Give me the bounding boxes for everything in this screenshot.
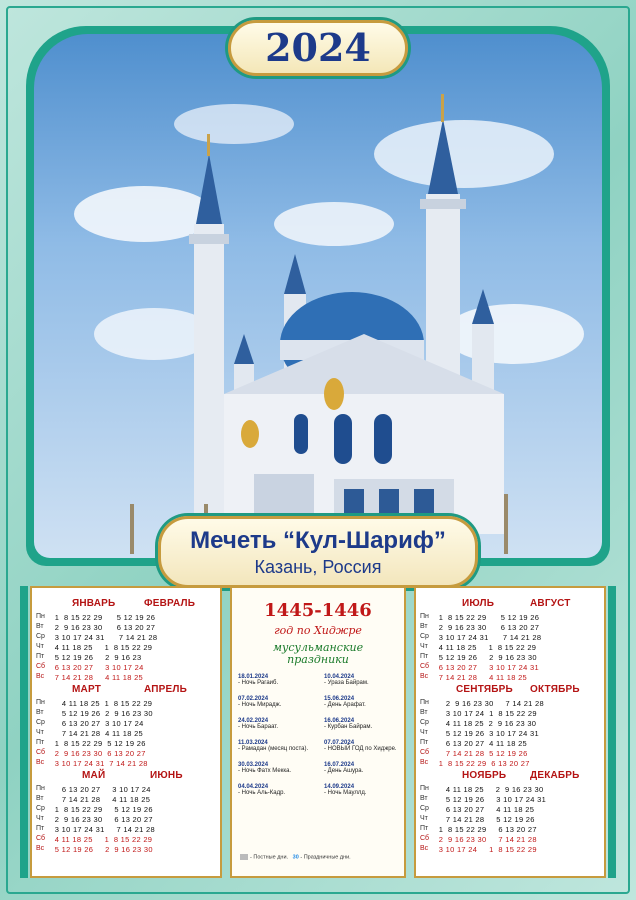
left-ornament-strip — [20, 586, 28, 878]
weekday-label: Пн — [36, 699, 45, 706]
weekday-label: Вс — [420, 845, 429, 852]
hijri-years: 1445-1446 — [264, 600, 372, 621]
week-row: 2 9 16 23 30 6 13 20 27 — [50, 749, 146, 758]
weekday-label: Вс — [420, 673, 429, 680]
calendar-panel-right — [414, 586, 606, 878]
legend-holiday-label: - Праздничные дни. — [300, 854, 351, 861]
weekday-label: Пн — [36, 785, 45, 792]
week-row: 1 8 15 22 29 5 12 19 26 — [50, 805, 153, 814]
week-row: 4 11 18 25 2 9 16 23 30 — [434, 785, 544, 794]
weekday-label: Сб — [420, 663, 430, 670]
week-row: 7 14 21 28 5 12 19 26 — [434, 815, 535, 824]
week-row: 4 11 18 25 1 8 15 22 29 — [50, 835, 153, 844]
weekday-label: Пн — [420, 785, 429, 792]
weekday-label: Чт — [420, 729, 428, 736]
location-subtitle: Казань, Россия — [254, 557, 382, 577]
week-row: 6 13 20 27 4 11 18 25 — [434, 739, 528, 748]
legend-fast-label: - Постные дни. — [250, 854, 289, 861]
weekday-label: Сб — [420, 749, 430, 756]
week-row: 3 10 17 24 31 7 14 21 28 — [50, 825, 155, 834]
mosque-illustration — [34, 34, 602, 558]
holiday-item: 15.06.2024 - День Арафат. — [324, 696, 366, 708]
week-row: 6 13 20 27 3 10 17 24 — [50, 719, 144, 728]
week-row: 1 8 15 22 29 5 12 19 26 — [50, 613, 156, 622]
holiday-item: 11.03.2024 - Рамадан (месяц поста). — [238, 740, 309, 752]
week-row: 3 10 17 24 31 7 14 21 28 — [50, 633, 158, 642]
month-name: ДЕКАБРЬ — [530, 770, 580, 781]
week-row: 1 8 15 22 29 5 12 19 26 — [50, 739, 146, 748]
week-row: 7 14 21 28 4 11 18 25 — [434, 673, 528, 682]
weekday-label: Чт — [36, 815, 44, 822]
week-row: 6 13 20 27 3 10 17 24 — [50, 663, 144, 672]
holiday-item: 18.01.2024 - Ночь Рагаиб. — [238, 674, 279, 686]
weekday-label: Вт — [420, 795, 428, 802]
holidays-panel — [230, 586, 406, 878]
week-row: 4 11 18 25 1 8 15 22 29 — [50, 643, 153, 652]
weekday-label: Сб — [36, 835, 46, 842]
holidays-heading-line2: праздники — [287, 653, 349, 666]
holiday-item: 14.09.2024 - Ночь Мауллд. — [324, 784, 367, 796]
month-name: МАРТ — [72, 684, 101, 695]
weekday-label: Пт — [420, 739, 429, 746]
week-row: 5 12 19 26 2 9 16 23 — [50, 653, 142, 662]
week-row: 6 13 20 27 3 10 17 24 31 — [434, 663, 539, 672]
weekday-label: Вс — [36, 673, 45, 680]
holiday-item: 16.06.2024 - Курбан Байрам. — [324, 718, 373, 730]
fast-day-swatch — [240, 854, 248, 860]
weekday-label: Вт — [420, 709, 428, 716]
holiday-item: 30.03.2024 - Ночь Фатх Мекка. — [238, 762, 292, 774]
weekday-label: Ср — [36, 719, 45, 726]
weekday-label: Сб — [36, 663, 46, 670]
holiday-sample-number: 30 — [292, 854, 299, 861]
week-row: 3 10 17 24 31 7 14 21 28 — [434, 633, 542, 642]
week-row: 7 14 21 28 4 11 18 25 — [50, 795, 151, 804]
year-label: 2024 — [265, 25, 371, 70]
week-row: 5 12 19 26 2 9 16 23 30 — [50, 709, 153, 718]
weekday-label: Пн — [420, 613, 429, 620]
weekday-label: Пт — [420, 825, 429, 832]
year-plaque — [228, 20, 408, 76]
weekday-label: Пн — [420, 699, 429, 706]
weekday-label: Сб — [36, 749, 46, 756]
month-name: СЕНТЯБРЬ — [456, 684, 513, 695]
weekday-label: Ср — [420, 633, 429, 640]
week-row: 1 8 15 22 29 6 13 20 27 — [434, 825, 537, 834]
month-name: ИЮНЬ — [150, 770, 183, 781]
week-row: 4 11 18 25 2 9 16 23 30 — [434, 719, 537, 728]
weekday-label: Ср — [420, 719, 429, 726]
week-row: 7 14 21 28 4 11 18 25 — [50, 673, 144, 682]
week-row: 2 9 16 23 30 7 14 21 28 — [434, 699, 544, 708]
weekday-label: Чт — [36, 643, 44, 650]
week-row: 2 9 16 23 30 6 13 20 27 — [434, 623, 540, 632]
mosque-title: Мечеть “Кул-Шариф” — [190, 527, 446, 554]
weekday-label: Чт — [420, 815, 428, 822]
weekday-label: Сб — [420, 835, 430, 842]
month-name: ОКТЯБРЬ — [530, 684, 580, 695]
week-row: 5 12 19 26 2 9 16 23 30 — [434, 653, 537, 662]
weekday-label: Вс — [36, 845, 45, 852]
weekday-label: Ср — [36, 633, 45, 640]
weekday-label: Ср — [36, 805, 45, 812]
week-row: 6 13 20 27 4 11 18 25 — [434, 805, 535, 814]
legend — [240, 854, 351, 860]
weekday-label: Чт — [420, 643, 428, 650]
week-row: 2 9 16 23 30 7 14 21 28 — [434, 835, 537, 844]
month-name: АВГУСТ — [530, 598, 571, 609]
month-name: МАЙ — [82, 770, 106, 781]
weekday-label: Вт — [36, 795, 44, 802]
weekday-label: Чт — [36, 729, 44, 736]
holiday-item: 10.04.2024 - Ураза Байрам. — [324, 674, 369, 686]
title-plaque — [158, 516, 478, 588]
month-name: ЯНВАРЬ — [72, 598, 116, 609]
hijri-caption: год по Хиджре — [274, 624, 362, 637]
week-row: 7 14 21 28 5 12 19 26 — [434, 749, 528, 758]
weekday-label: Вт — [36, 623, 44, 630]
holiday-item: 07.07.2024 - НОВЫЙ ГОД по Хиджре. — [324, 740, 397, 752]
month-name: ФЕВРАЛЬ — [144, 598, 196, 609]
week-row: 6 13 20 27 3 10 17 24 — [50, 785, 151, 794]
weekday-label: Вт — [420, 623, 428, 630]
week-row: 4 11 18 25 1 8 15 22 29 — [434, 643, 537, 652]
week-row: 3 10 17 24 1 8 15 22 29 — [434, 709, 537, 718]
holiday-item: 04.04.2024 - Ночь Аль-Кадр. — [238, 784, 286, 796]
week-row: 2 9 16 23 30 6 13 20 27 — [50, 815, 153, 824]
week-row: 1 8 15 22 29 6 13 20 27 — [434, 759, 530, 768]
holidays-heading — [232, 642, 404, 666]
weekday-label: Вс — [36, 759, 45, 766]
holidays-heading-line1: мусульманские — [272, 641, 364, 654]
month-name: ИЮЛЬ — [462, 598, 495, 609]
week-row: 3 10 17 24 1 8 15 22 29 — [434, 845, 537, 854]
weekday-label: Пн — [36, 613, 45, 620]
holiday-item: 07.02.2024 - Ночь Мирадж. — [238, 696, 282, 708]
week-row: 5 12 19 26 3 10 17 24 31 — [434, 795, 547, 804]
week-row: 2 9 16 23 30 6 13 20 27 — [50, 623, 156, 632]
month-name: НОЯБРЬ — [462, 770, 507, 781]
week-row: 7 14 21 28 4 11 18 25 — [50, 729, 144, 738]
weekday-label: Пт — [36, 825, 45, 832]
week-row: 4 11 18 25 1 8 15 22 29 — [50, 699, 153, 708]
weekday-label: Вт — [36, 709, 44, 716]
weekday-label: Пт — [36, 739, 45, 746]
week-row: 5 12 19 26 2 9 16 23 30 — [50, 845, 153, 854]
photo-frame — [26, 26, 610, 566]
week-row: 5 12 19 26 3 10 17 24 31 — [434, 729, 539, 738]
month-name: АПРЕЛЬ — [144, 684, 188, 695]
weekday-label: Ср — [420, 805, 429, 812]
week-row: 1 8 15 22 29 5 12 19 26 — [434, 613, 540, 622]
holiday-item: 16.07.2024 - День Ашура. — [324, 762, 364, 774]
weekday-label: Пт — [36, 653, 45, 660]
weekday-label: Пт — [420, 653, 429, 660]
holiday-item: 24.02.2024 - Ночь Бараат. — [238, 718, 279, 730]
calendar-panel-left — [30, 586, 222, 878]
mosque-photo — [34, 34, 602, 558]
right-ornament-strip — [608, 586, 616, 878]
week-row: 3 10 17 24 31 7 14 21 28 — [50, 759, 148, 768]
weekday-label: Вс — [420, 759, 429, 766]
